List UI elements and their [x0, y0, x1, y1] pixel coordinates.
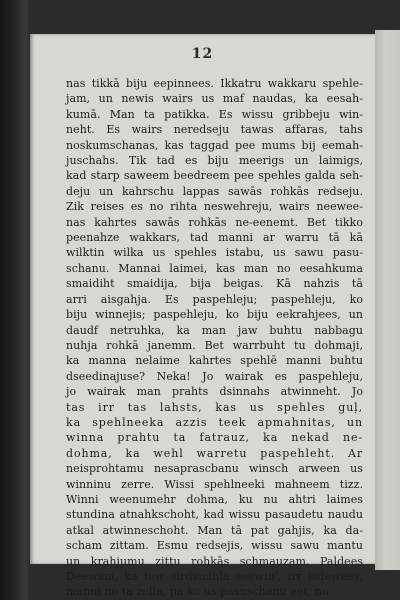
text-line: un krahjumu zittu rohkās schmauzam. Paldees: [66, 554, 363, 568]
text-line: jo wairak man prahts dsinnahs atwinneht. Jo: [66, 385, 363, 399]
text-line: neht. Es wairs neredseju tawas affaras, tahs: [66, 123, 363, 137]
text-line: arri aisgahja. Es paspehleju; paspehleju, ko: [66, 292, 363, 306]
text-line: dseedinajuse? Neka! Jo wairak es paspehleju,: [66, 369, 363, 383]
text-line: biju winnejis; paspehleju, ko biju eekrahjees, un: [66, 308, 363, 322]
text-line: tas irr tas lahsts, kas us spehles guļ,: [66, 400, 363, 414]
text-line: nuhja rohkā janemm. Bet warrbuht tu dohmaji,: [66, 338, 363, 352]
text-line: smaidiht smaidija, bija beigas. Kā nahzis tā: [66, 277, 363, 291]
text-line: wilktin wilka us spehles istabu, us sawu pasu-: [66, 246, 363, 260]
text-line: scham zittam. Esmu redsejis, wissu sawu mantu: [66, 539, 363, 553]
text-line: juschahs. Tik tad es biju meerigs un laimigs,: [66, 154, 363, 168]
page-text-block: [66, 76, 363, 600]
text-line: manni no ta zella, pa ko us pasuschanu eet, no-: [66, 585, 333, 599]
book-page: [30, 34, 375, 599]
text-line: ka spehlneeka azzis teek apmahnitas, un: [66, 415, 363, 429]
facing-page-edge: [375, 30, 400, 570]
text-line: stundina atnahkschoht, kad wissu pasaudetu naudu: [66, 508, 363, 522]
text-line: kad starp saweem beedreem pee spehles galda seh-: [66, 169, 363, 183]
text-line: winna prahtu ta fatrauz, ka nekad ne-: [66, 431, 363, 445]
text-line: nas tikkā biju eepinnees. Ikkatru wakkaru spehle-: [66, 77, 363, 90]
text-line: kumā. Man ta patikka. Es wissu gribbeju win-: [66, 107, 363, 121]
text-line: peenahze wakkars, tad manni ar warru tā kā: [66, 231, 363, 245]
text-line: jam, un newis wairs us maf naudas, ka eesah-: [66, 92, 363, 106]
text-line: schanu. Mannai laimei, kas man no eesahkuma: [66, 261, 363, 275]
page-number: 12: [191, 46, 214, 62]
text-line: Deewam, ka tew sirdsmihla seewin', irr isdewees,: [66, 570, 363, 583]
text-line: Zik reises es no rihta neswehreju, wairs neewee-: [66, 200, 363, 214]
text-line: atkal atwinneschoht. Man tā pat gahjis, ka da-: [66, 523, 363, 537]
text-line: nas kahrtes sawās rohkās ne-eenemt. Bet tikko: [66, 215, 363, 229]
text-line: Winni weenumehr dohma, ku nu ahtri laimes: [66, 492, 363, 506]
text-line: dohma, ka wehl warretu paspehleht. Ar: [66, 446, 363, 460]
text-line: winninu zerre. Wissi spehlneeki mahneem tizz.: [66, 477, 363, 491]
text-line: neisprohtamu nesaprascbanu winsch arween us: [66, 462, 363, 476]
text-line: noskumschanas, kas taggad pee mums bij eemah-: [66, 138, 363, 152]
text-line: deju un kahrschu lappas sawās rohkās redseju.: [66, 184, 363, 198]
text-line: daudf netruhka, ka man jaw buhtu nabbagu: [66, 323, 363, 337]
text-line: ka manna nelaime kahrtes spehlē manni buhtu: [66, 354, 363, 368]
